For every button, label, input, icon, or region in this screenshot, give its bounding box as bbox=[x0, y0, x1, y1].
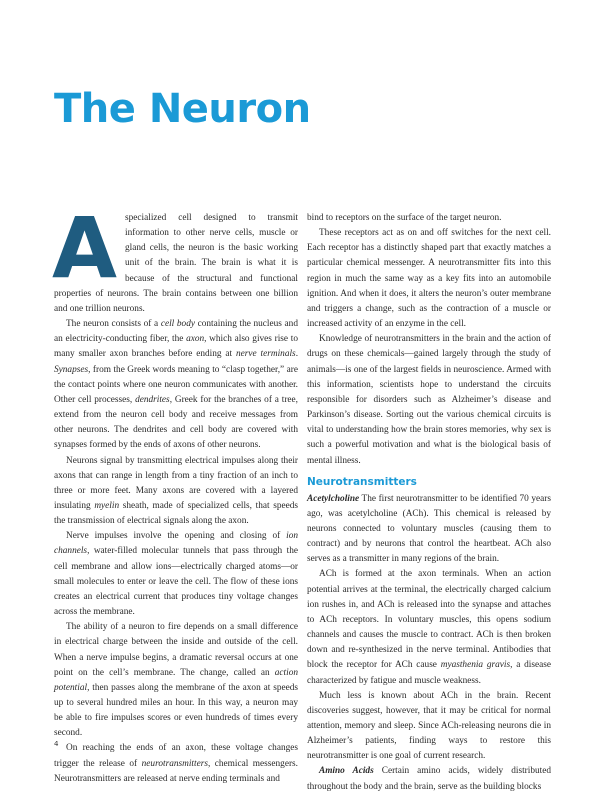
paragraph-axons bbox=[54, 454, 298, 530]
text-run: Certain amino acids, widely distributed throughout the body and the brain, serve as the building blocks bbox=[307, 766, 552, 792]
paragraph-receptors: These receptors act as on and off switches for the next cell. Each receptor has a distinctly shaped part that exactly matches a particular chemical messenger. A neurotransmitter fits into this region in much the same way as a key fits into an automobile ignition. And when it does, it alters the neuron’s outer membrane and triggers a change, such as the contraction of a muscle or increased activity of an enzyme in the cell. bbox=[307, 228, 551, 330]
term-ion-channels: ion channels bbox=[54, 531, 298, 557]
text-run: containing the nucleus and an electricity-conducting fiber, the bbox=[54, 319, 298, 345]
paragraph-neurotransmitter-release bbox=[54, 741, 298, 786]
text-run: The ability of a neuron to fire depends on a small difference in electrical charge between the inside and outside of the cell. When a nerve impulse begins, a dramatic reversal occurs at one point on the cell’s membrane. The change, called an bbox=[54, 622, 298, 678]
text-run: On reaching the ends of an axon, these voltage changes trigger the release of bbox=[54, 743, 298, 769]
section-heading-neurotransmitters: Neurotransmitters bbox=[307, 475, 417, 488]
text-run: , which also gives rise to many smaller axon branches before ending at bbox=[54, 334, 298, 360]
term-neurotransmitters: neurotransmitters bbox=[141, 758, 208, 769]
text-run: , chemical messengers. Neurotransmitters are released at nerve ending terminals and bbox=[54, 758, 298, 784]
text-run: , Greek for the branches of a tree, extend from the neuron cell body and receive messages from other neurons. The dendrites and cell body are covered with synapses formed by the ends of axons of other neurons. bbox=[54, 394, 298, 451]
term-dendrites: dendrites bbox=[135, 394, 170, 405]
term-action-potential: action potential bbox=[54, 667, 298, 693]
text-run: The first neurotransmitter to be identified 70 years ago, was acetylcholine (ACh). This chemical is released by neurons connected to voluntary muscles (causing them to contract) and by neurons that control the heartbeat. ACh also serves as a transmitter in many regions of the brain. bbox=[307, 493, 551, 565]
paragraph-acetylcholine bbox=[307, 492, 551, 568]
intro-text: specialized cell designed to transmit information to other nerve cells, muscle or gland cells, the neuron is the basic working unit of the brain. The brain is what it is because of the structural and functional properties of neurons. The brain contains between one billion and one trillion neurons. bbox=[54, 213, 298, 314]
text-run: sheath, made of specialized cells, that speeds the transmission of electrical signals along the axon. bbox=[54, 500, 298, 527]
term-axon: axon bbox=[186, 334, 205, 345]
term-myelin: myelin bbox=[94, 500, 120, 511]
paragraph-amino-acids bbox=[307, 764, 551, 794]
term-myasthenia-gravis: myasthenia gravis bbox=[440, 660, 511, 671]
run-in-acetylcholine: Acetylcholine bbox=[307, 493, 360, 504]
page-number: 4 bbox=[54, 740, 59, 748]
term-synapses: Synapses bbox=[54, 364, 89, 375]
paragraph-knowledge: Knowledge of neurotransmitters in the brain and the action of drugs on these chemicals—gained largely through the study of animals—is one of the largest fields in neuroscience. Armed with this information, scientists hope to understand the circuits responsible for disorders such as Alzheimer’s disease and Parkinson’s disease. Sorting out the various chemical circuits is vital to understanding how the brain stores memories, why sex is such a powerful motivation and what is the biological basis of mental illness. bbox=[307, 334, 551, 466]
text-run: Neurons signal by transmitting electrical impulses along their axons that can range in length from a tiny fraction of an inch to three or more feet. Many axons are covered with a layered insulating bbox=[54, 455, 298, 511]
text-run: , water-filled molecular tunnels that pass through the cell membrane and allow ions—electrically charged atoms—or small molecules to enter or leave the cell. The flow of these ions creates an electrical current that produces tiny voltage changes across the membrane. bbox=[54, 546, 298, 618]
paragraph-bind-receptors: bind to receptors on the surface of the target neuron. bbox=[307, 213, 502, 223]
paragraph-ion-channels bbox=[54, 529, 298, 620]
paragraph-action-potential bbox=[54, 620, 298, 741]
left-column bbox=[52, 199, 299, 787]
term-nerve-terminals: nerve terminals bbox=[236, 349, 296, 360]
text-run: , from the Greek words meaning to “clasp together,” are the contact points where one neuron communicates with another. Other cell processes, bbox=[54, 364, 298, 405]
run-in-amino-acids: Amino Acids bbox=[319, 766, 374, 777]
term-cell-body: cell body bbox=[160, 319, 195, 330]
drop-cap: A bbox=[52, 199, 118, 297]
paragraph-neuron-structure bbox=[54, 317, 298, 453]
text-run: , a disease characterized by fatigue and muscle weakness. bbox=[307, 660, 551, 686]
text-run: . bbox=[295, 349, 299, 360]
text-run: The neuron consists of a bbox=[66, 319, 161, 330]
text-run: Nerve impulses involve the opening and closing of bbox=[66, 531, 287, 542]
right-column bbox=[307, 211, 551, 795]
text-run: ACh is formed at the axon terminals. When an action potential arrives at the terminal, the electrically charged calcium ion rushes in, and ACh is released into the synapse and attaches to ACh receptors. In voluntary muscles, this opens sodium channels and causes the muscle to contract. ACh is then broken down and re-synthesized in the nerve terminal. Antibodies that block the receptor for ACh cause bbox=[307, 569, 551, 671]
page-title: The Neuron bbox=[54, 86, 311, 132]
paragraph-ach-formation bbox=[307, 567, 551, 688]
paragraph-ach-brain: Much less is known about ACh in the brain. Recent discoveries suggest, however, that it may be critical for normal attention, memory and sleep. Since ACh-releasing neurons die in Alzheimer’s patients, finding ways to restore this neurotransmitter is one goal of current research. bbox=[307, 690, 551, 762]
intro-paragraph bbox=[52, 199, 298, 317]
text-run: , then passes along the membrane of the axon at speeds up to several hundred miles an hour. In this way, a neuron may be able to fire impulses scores or even hundreds of times every second. bbox=[54, 682, 298, 739]
